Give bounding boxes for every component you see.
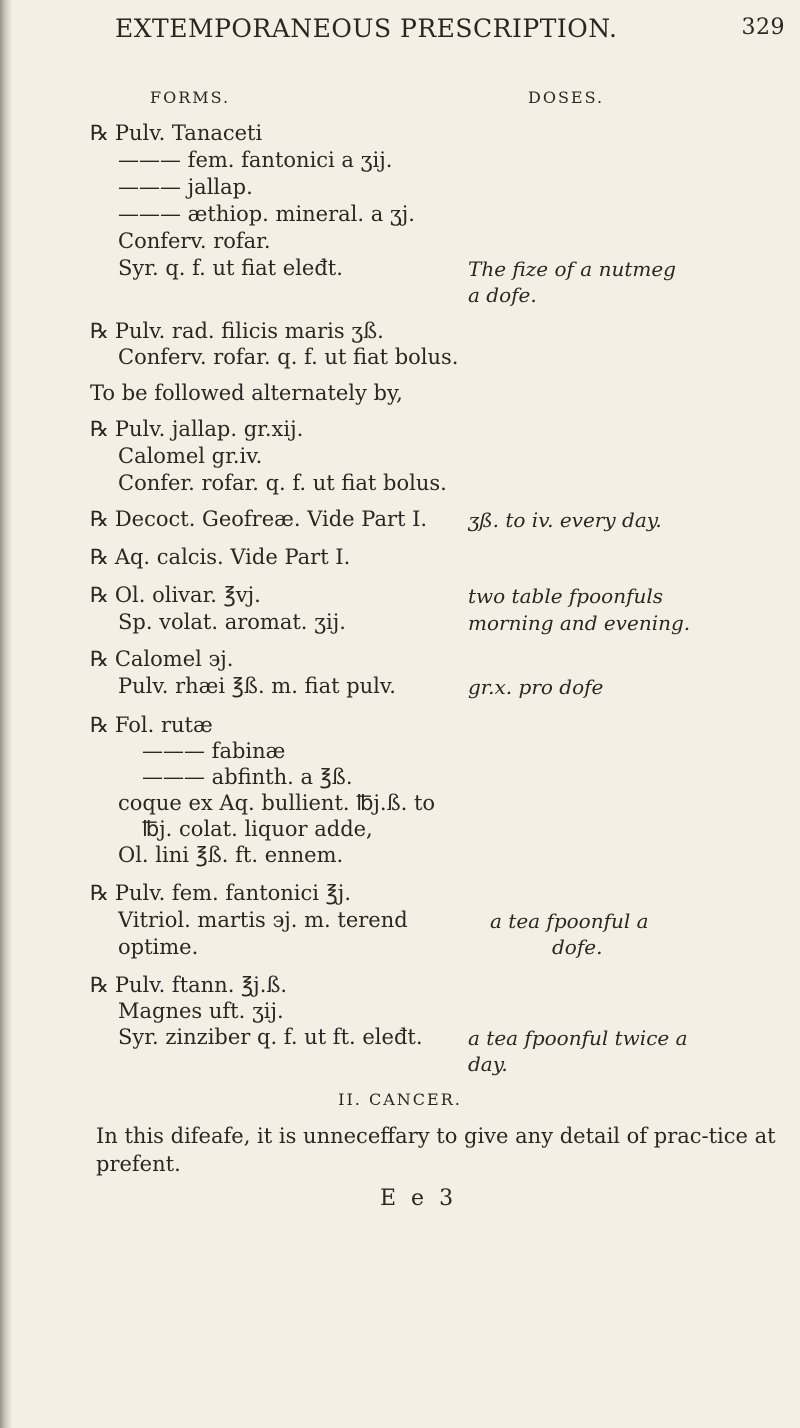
prescription-line: ℞ Pulv. ftann. ℥j.ß.	[90, 973, 288, 997]
prescription-line: ℞ Pulv. fem. fantonici ℥j.	[90, 881, 351, 905]
dose-line: The fize of a nutmeg	[468, 257, 676, 281]
prescription-line: Vitriol. martis ϶j. m. terend	[118, 908, 408, 932]
recipe-symbol: ℞	[90, 713, 109, 737]
prescription-line: ——— abfinth. a ℥ß.	[142, 765, 353, 789]
dose-line: a dofe.	[468, 283, 537, 307]
page-number: 329	[741, 15, 785, 40]
prescription-line: ℞ Pulv. Tanaceti	[90, 121, 263, 145]
prescription-line: ——— æthiop. mineral. a ʒj.	[118, 202, 415, 226]
running-header	[115, 14, 785, 43]
signature-mark: E e 3	[380, 1186, 458, 1211]
prescription-line: Syr. zinziber q. f. ut ft. eleđt.	[118, 1025, 423, 1049]
prescription-line: ℞ Calomel ϶j.	[90, 647, 234, 671]
recipe-symbol: ℞	[90, 647, 109, 671]
prescription-line: Conferv. rofar.	[118, 229, 271, 253]
recipe-symbol: ℞	[90, 973, 109, 997]
dose-line: ʒß. to iv. every day.	[468, 508, 662, 532]
prescription-line: Calomel gr.iv.	[118, 444, 263, 468]
prescription-line: Confer. rofar. q. f. ut fiat bolus.	[118, 471, 447, 495]
prescription-line: ℞ Aq. calcis. Vide Part I.	[90, 545, 351, 569]
prescription-line: Pulv. rhæi ℥ß. m. fiat pulv.	[118, 674, 396, 698]
recipe-symbol: ℞	[90, 417, 109, 441]
recipe-symbol: ℞	[90, 121, 109, 145]
prescription-note: To be followed alternately by,	[90, 381, 403, 405]
dose-line: a tea fpoonful twice a	[468, 1026, 688, 1050]
dose-line: a tea fpoonful a	[490, 909, 649, 933]
prescription-line: ——— fem. fantonici a ʒij.	[118, 148, 393, 172]
recipe-symbol: ℞	[90, 319, 109, 343]
recipe-symbol: ℞	[90, 881, 109, 905]
prescription-line: coque ex Aq. bullient. ℔j.ß. to	[118, 791, 436, 815]
prescription-line: ℞ Decoct. Geofreæ. Vide Part I.	[90, 507, 428, 531]
prescription-line: Ol. lini ℥ß. ft. ennem.	[118, 843, 344, 867]
prescription-line: ℞ Pulv. rad. filicis maris ʒß.	[90, 319, 384, 343]
prescription-line: Conferv. rofar. q. f. ut fiat bolus.	[118, 345, 459, 369]
prescription-line: ——— jallap.	[118, 175, 253, 199]
page-binding-edge	[0, 0, 12, 1428]
recipe-symbol: ℞	[90, 507, 109, 531]
recipe-symbol: ℞	[90, 545, 109, 569]
prescription-line: Magnes uft. ʒij.	[118, 999, 284, 1023]
prescription-line: ——— fabinæ	[142, 739, 286, 763]
forms-column-heading: FORMS.	[150, 88, 231, 107]
prescription-line: Sp. volat. aromat. ʒij.	[118, 610, 346, 634]
page-title: EXTEMPORANEOUS PRESCRIPTION.	[115, 14, 618, 43]
body-paragraph: In this difeafe, it is unneceffary to give any detail of prac-tice at prefent.	[96, 1124, 776, 1176]
dose-line: gr.x. pro dofe	[468, 675, 604, 699]
prescription-line: ℞ Pulv. jallap. gr.xij.	[90, 417, 304, 441]
prescription-line: ℞ Fol. rutæ	[90, 713, 213, 737]
dose-line: morning and evening.	[468, 611, 691, 635]
dose-line: two table fpoonfuls	[468, 584, 664, 608]
prescription-line: ℔j. colat. liquor adde,	[142, 817, 373, 841]
prescription-line: ℞ Ol. olivar. ℥vj.	[90, 583, 261, 607]
doses-column-heading: DOSES.	[528, 88, 605, 107]
prescription-line: Syr. q. f. ut fiat eleđt.	[118, 256, 343, 280]
prescription-line: optime.	[118, 935, 199, 959]
dose-line: dofe.	[552, 935, 603, 959]
dose-line: day.	[468, 1052, 508, 1076]
section-title: II. CANCER.	[338, 1090, 462, 1109]
recipe-symbol: ℞	[90, 583, 109, 607]
